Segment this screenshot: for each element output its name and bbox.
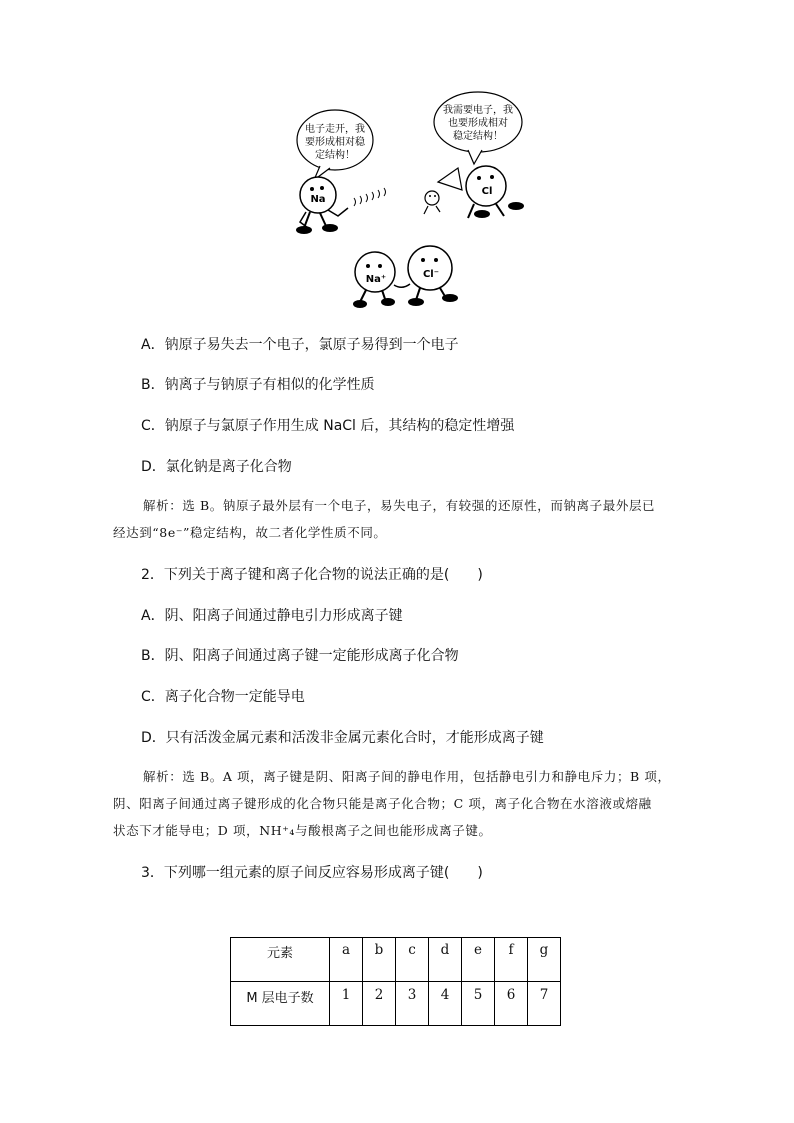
table-cell-electrons-e: 5	[462, 982, 495, 1026]
cl-ion-label: Cl⁻	[422, 269, 440, 280]
table-cell-electrons-c: 3	[396, 982, 429, 1026]
q1-option-b: B．钠离子与钠原子有相似的化学性质	[141, 377, 375, 393]
cl-speech-line-1: 我需要电子，我	[443, 105, 513, 116]
q2-stem: 2．下列关于离子键和离子化合物的说法正确的是( )	[141, 567, 483, 583]
q2-option-c: C．离子化合物一定能导电	[141, 689, 305, 705]
table-cell-electrons-b: 2	[363, 982, 396, 1026]
na-ion-label: Na⁺	[365, 274, 387, 285]
cl-atom-character	[438, 166, 524, 218]
na-atom-character	[296, 177, 348, 234]
na-ion-character	[353, 252, 395, 308]
table-cell-electrons-g: 7	[528, 982, 561, 1026]
q1-option-a: A．钠原子易失去一个电子，氯原子易得到一个电子	[141, 337, 459, 353]
table-row-electrons	[231, 982, 561, 1026]
q1-analysis-line-1: 解析：选 B。钠原子最外层有一个电子，易失电子，有较强的还原性，而钠离子最外层已	[143, 498, 656, 513]
na-cl-cartoon-illustration	[290, 90, 540, 320]
cl-ion-character	[394, 246, 458, 306]
table-cell-element-g: g	[528, 938, 561, 982]
table-cell-element-b: b	[363, 938, 396, 982]
cl-atom-label: Cl	[481, 186, 493, 197]
table-cell-element-f: f	[495, 938, 528, 982]
table-cell-element-e: e	[462, 938, 495, 982]
q1-option-c: C．钠原子与氯原子作用生成 NaCl 后，其结构的稳定性增强	[141, 418, 515, 434]
q2-analysis-line-3: 状态下才能导电；D 项，NH⁺₄与酸根离子之间也能形成离子键。	[113, 823, 492, 838]
motion-marks	[354, 188, 386, 206]
q1-option-d: D．氯化钠是离子化合物	[141, 459, 292, 475]
na-atom-label: Na	[310, 194, 326, 205]
q2-option-a: A．阴、阳离子间通过静电引力形成离子键	[141, 608, 403, 624]
q1-analysis-line-2: 经达到“8e⁻”稳定结构，故二者化学性质不同。	[113, 525, 387, 540]
cl-speech-line-2: 也要形成相对	[448, 118, 508, 129]
table-cell-element-c: c	[396, 938, 429, 982]
table-header-m-electrons: M 层电子数	[231, 982, 330, 1026]
na-speech-line-2: 要形成相对稳	[305, 137, 365, 148]
na-speech-line-3: 定结构！	[315, 150, 355, 161]
table-cell-electrons-a: 1	[330, 982, 363, 1026]
m-shell-electron-table	[230, 937, 561, 1026]
table-cell-element-a: a	[330, 938, 363, 982]
table-row-elements	[231, 938, 561, 982]
cl-speech-line-3: 稳定结构！	[453, 131, 503, 142]
electron-character	[424, 191, 440, 214]
q2-option-d: D．只有活泼金属元素和活泼非金属元素化合时，才能形成离子键	[141, 730, 544, 746]
table-cell-element-d: d	[429, 938, 462, 982]
table-cell-electrons-f: 6	[495, 982, 528, 1026]
q2-analysis-line-1: 解析：选 B。A 项，离子键是阴、阳离子间的静电作用，包括静电引力和静电斥力；B 项，	[143, 769, 671, 784]
q2-analysis-line-2: 阴、阳离子间通过离子键形成的化合物只能是离子化合物；C 项，离子化合物在水溶液或熔融	[113, 796, 652, 811]
table-cell-electrons-d: 4	[429, 982, 462, 1026]
q2-option-b: B．阴、阳离子间通过离子键一定能形成离子化合物	[141, 648, 459, 664]
na-speech-line-1: 电子走开，我	[305, 124, 365, 135]
table-header-element: 元素	[231, 938, 330, 982]
q3-stem: 3．下列哪一组元素的原子间反应容易形成离子键( )	[141, 865, 483, 881]
